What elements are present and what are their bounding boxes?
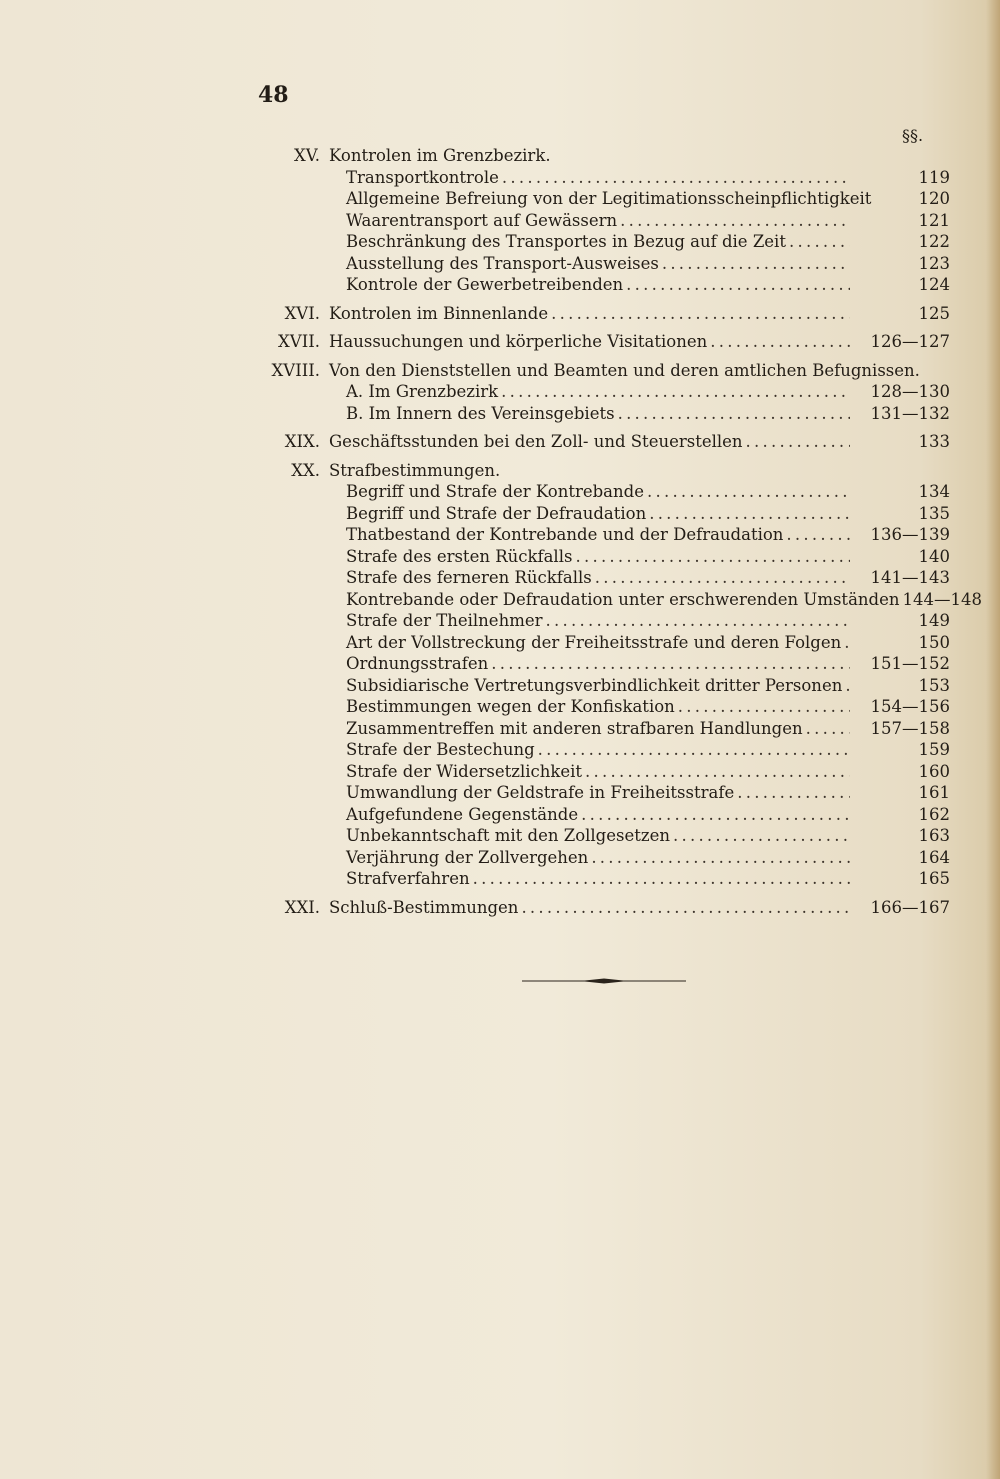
section-numeral: XXI. xyxy=(284,897,320,917)
toc-entry xyxy=(256,254,950,276)
entry-paragraph-ref: 154—156 xyxy=(870,697,950,716)
entry-body xyxy=(346,783,950,802)
entry-title: Unbekanntschaft mit den Zollgesetzen xyxy=(346,826,670,845)
entry-title: Kontrebande oder Defraudation unter erschwerenden Umständen xyxy=(346,589,900,609)
dot-leader xyxy=(746,432,850,451)
entry-paragraph-ref: 140 xyxy=(918,546,950,566)
toc-entry xyxy=(256,589,982,612)
toc-entry xyxy=(256,783,950,805)
entry-paragraph-ref: 161 xyxy=(918,783,950,802)
entry-title: Beschränkung des Transportes in Bezug auf die Zeit xyxy=(346,232,786,251)
entry-paragraph-ref: 125 xyxy=(918,303,950,323)
entry-title: Strafverfahren xyxy=(346,869,470,888)
toc-entry xyxy=(256,525,950,547)
entry-paragraph-ref: 126—127 xyxy=(870,332,950,351)
toc-entry xyxy=(256,740,950,762)
toc-entry xyxy=(256,826,950,848)
entry-body xyxy=(346,740,950,759)
entry-title: Bestimmungen wegen der Konfiskation xyxy=(346,697,675,716)
entry-title: Strafe der Widersetzlichkeit xyxy=(346,761,583,781)
entry-paragraph-ref: 162 xyxy=(918,804,950,824)
entry-body xyxy=(346,525,950,544)
dot-leader xyxy=(626,275,850,294)
entry-body xyxy=(346,676,950,695)
entry-paragraph-ref: 119 xyxy=(918,167,950,187)
dot-leader xyxy=(575,547,850,566)
dot-leader xyxy=(618,404,850,423)
entry-body xyxy=(346,404,950,423)
dot-leader xyxy=(581,805,850,824)
toc-entry xyxy=(256,547,950,569)
toc-entry xyxy=(256,504,950,526)
entry-title: Strafe der Theilnehmer xyxy=(346,611,543,630)
dot-leader xyxy=(491,654,850,673)
entry-paragraph-ref: 165 xyxy=(918,869,950,888)
entry-title: Strafe der Bestechung xyxy=(346,740,535,759)
dot-leader xyxy=(673,826,850,845)
entry-title: Kontrolen im Grenzbezirk. xyxy=(329,146,551,165)
dot-leader xyxy=(538,740,850,759)
entry-body xyxy=(329,332,950,351)
entry-title: Verjährung der Zollvergehen xyxy=(346,847,589,867)
dot-leader xyxy=(620,211,850,230)
entry-paragraph-ref: 144—148 xyxy=(902,589,982,609)
entry-body xyxy=(346,504,950,523)
toc-entry xyxy=(256,898,950,920)
table-of-contents xyxy=(256,146,982,919)
entry-body xyxy=(329,432,950,451)
entry-body xyxy=(329,461,950,480)
entry-body xyxy=(346,654,950,673)
entry-title: Geschäftsstunden bei den Zoll- und Steuerstellen xyxy=(329,432,743,451)
entry-body xyxy=(346,848,950,867)
entry-paragraph-ref: 135 xyxy=(918,503,950,523)
entry-body xyxy=(346,805,950,824)
entry-body xyxy=(346,719,950,738)
entry-body xyxy=(346,189,950,208)
dot-leader xyxy=(551,304,850,323)
entry-paragraph-ref: 166—167 xyxy=(870,897,950,917)
entry-title: Kontrolen im Binnenlande xyxy=(329,303,549,323)
entry-title: A. Im Grenzbezirk xyxy=(346,382,499,401)
entry-title: Haussuchungen und körperliche Visitationen xyxy=(329,332,708,351)
entry-body xyxy=(346,254,950,273)
toc-entry xyxy=(256,482,950,504)
entry-paragraph-ref: 141—143 xyxy=(870,568,950,587)
entry-title: Strafe des ferneren Rückfalls xyxy=(346,568,592,587)
dot-leader xyxy=(786,525,850,544)
entry-title: Allgemeine Befreiung von der Legitimationsscheinpflichtigkeit xyxy=(346,189,872,208)
entry-body xyxy=(329,361,950,380)
entry-body xyxy=(346,168,950,187)
entry-title: Ausstellung des Transport-Ausweises xyxy=(346,253,659,273)
entry-paragraph-ref: 128—130 xyxy=(870,382,950,401)
toc-entry xyxy=(256,304,950,326)
entry-body xyxy=(346,275,950,294)
dot-leader xyxy=(649,504,850,523)
entry-paragraph-ref: 153 xyxy=(918,675,950,695)
entry-body xyxy=(346,211,950,230)
entry-title: Zusammentreffen mit anderen strafbaren Handlungen xyxy=(346,718,803,738)
entry-paragraph-ref: 123 xyxy=(918,253,950,273)
dot-leader xyxy=(647,482,850,501)
entry-paragraph-ref: 150 xyxy=(918,632,950,652)
entry-paragraph-ref: 163 xyxy=(918,826,950,845)
dot-leader xyxy=(502,168,850,187)
page-edge-shadow xyxy=(986,0,1000,1479)
entry-body xyxy=(346,826,950,845)
dot-leader xyxy=(710,332,850,351)
entry-title: Von den Dienststellen und Beamten und deren amtlichen Befugnissen. xyxy=(329,360,920,380)
entry-title: Aufgefundene Gegenstände xyxy=(346,804,579,824)
entry-title: Art der Vollstreckung der Freiheitsstrafe und deren Folgen xyxy=(346,632,842,652)
dot-leader xyxy=(585,762,850,781)
entry-paragraph-ref: 159 xyxy=(918,740,950,759)
entry-body xyxy=(346,611,950,630)
section-numeral: XVIII. xyxy=(271,360,320,380)
entry-title: Begriff und Strafe der Defraudation xyxy=(346,503,647,523)
entry-body xyxy=(329,146,950,165)
dot-leader xyxy=(473,869,850,888)
toc-entry xyxy=(256,654,950,676)
entry-paragraph-ref: 151—152 xyxy=(870,654,950,673)
section-numeral: XIX. xyxy=(284,432,320,451)
entry-body xyxy=(346,762,950,781)
entry-title: Thatbestand der Kontrebande und der Defraudation xyxy=(346,525,784,544)
entry-body xyxy=(346,547,950,566)
toc-entry xyxy=(256,232,950,254)
section-numeral: XX. xyxy=(291,460,320,480)
entry-paragraph-ref: 160 xyxy=(918,761,950,781)
toc-entry xyxy=(256,361,950,383)
entry-body xyxy=(346,589,982,609)
toc-entry xyxy=(256,568,950,590)
toc-entry xyxy=(256,332,950,354)
entry-title: Begriff und Strafe der Kontrebande xyxy=(346,482,644,501)
entry-body xyxy=(346,633,950,652)
entry-body xyxy=(346,568,950,587)
toc-entry xyxy=(256,848,950,870)
entry-paragraph-ref: 136—139 xyxy=(870,525,950,544)
toc-entry xyxy=(256,211,950,233)
entry-paragraph-ref: 122 xyxy=(918,232,950,251)
entry-title: Transportkontrole xyxy=(346,167,499,187)
entry-paragraph-ref: 124 xyxy=(918,275,950,294)
entry-title: Strafbestimmungen. xyxy=(329,460,501,480)
dot-leader xyxy=(521,898,850,917)
entry-paragraph-ref: 134 xyxy=(918,482,950,501)
dot-leader xyxy=(806,719,850,738)
dot-leader xyxy=(737,783,850,802)
entry-paragraph-ref: 164 xyxy=(918,847,950,867)
entry-paragraph-ref: 157—158 xyxy=(870,718,950,738)
entry-title: Kontrole der Gewerbetreibenden xyxy=(346,275,624,294)
section-numeral: XVII. xyxy=(278,332,320,351)
entry-body xyxy=(346,869,950,888)
entry-body xyxy=(346,482,950,501)
toc-entry xyxy=(256,676,950,698)
toc-entry xyxy=(256,633,950,655)
entry-paragraph-ref: 133 xyxy=(918,432,950,451)
entry-paragraph-ref: 149 xyxy=(918,611,950,630)
toc-entry xyxy=(256,719,950,741)
entry-body xyxy=(346,697,950,716)
entry-paragraph-ref: 131—132 xyxy=(870,403,950,423)
entry-body xyxy=(346,382,950,401)
section-numeral: XVI. xyxy=(284,303,320,323)
entry-paragraph-ref: 121 xyxy=(918,210,950,230)
toc-entry xyxy=(256,611,950,633)
toc-entry xyxy=(256,697,950,719)
toc-entry xyxy=(256,189,950,211)
entry-title: Umwandlung der Geldstrafe in Freiheitsstrafe xyxy=(346,783,735,802)
dot-leader xyxy=(591,848,850,867)
entry-body xyxy=(346,232,950,251)
entry-paragraph-ref: 120 xyxy=(918,189,950,208)
ornamental-divider xyxy=(522,978,686,984)
toc-entry xyxy=(256,146,950,168)
entry-title: B. Im Innern des Vereinsgebiets xyxy=(346,403,615,423)
dot-leader xyxy=(501,382,850,401)
section-numeral: XV. xyxy=(293,146,320,165)
toc-entry xyxy=(256,275,950,297)
toc-entry xyxy=(256,168,950,190)
toc-entry xyxy=(256,382,950,404)
dot-leader xyxy=(595,568,850,587)
paragraphs-column-label: §§. xyxy=(902,126,924,145)
entry-title: Waarentransport auf Gewässern xyxy=(346,210,618,230)
page-number: 48 xyxy=(258,82,289,108)
entry-body xyxy=(329,898,950,917)
entry-title: Strafe des ersten Rückfalls xyxy=(346,546,573,566)
dot-leader xyxy=(789,232,850,251)
toc-entry xyxy=(256,762,950,784)
entry-title: Ordnungsstrafen xyxy=(346,654,489,673)
toc-entry xyxy=(256,404,950,426)
toc-entry xyxy=(256,432,950,454)
toc-entry xyxy=(256,869,950,891)
dot-leader xyxy=(662,254,850,273)
dot-leader xyxy=(546,611,850,630)
entry-title: Subsidiarische Vertretungsverbindlichkeit dritter Personen xyxy=(346,675,843,695)
dot-leader xyxy=(678,697,850,716)
entry-title: Schluß-Bestimmungen xyxy=(329,897,519,917)
entry-body xyxy=(329,304,950,323)
toc-entry xyxy=(256,461,950,483)
toc-entry xyxy=(256,805,950,827)
